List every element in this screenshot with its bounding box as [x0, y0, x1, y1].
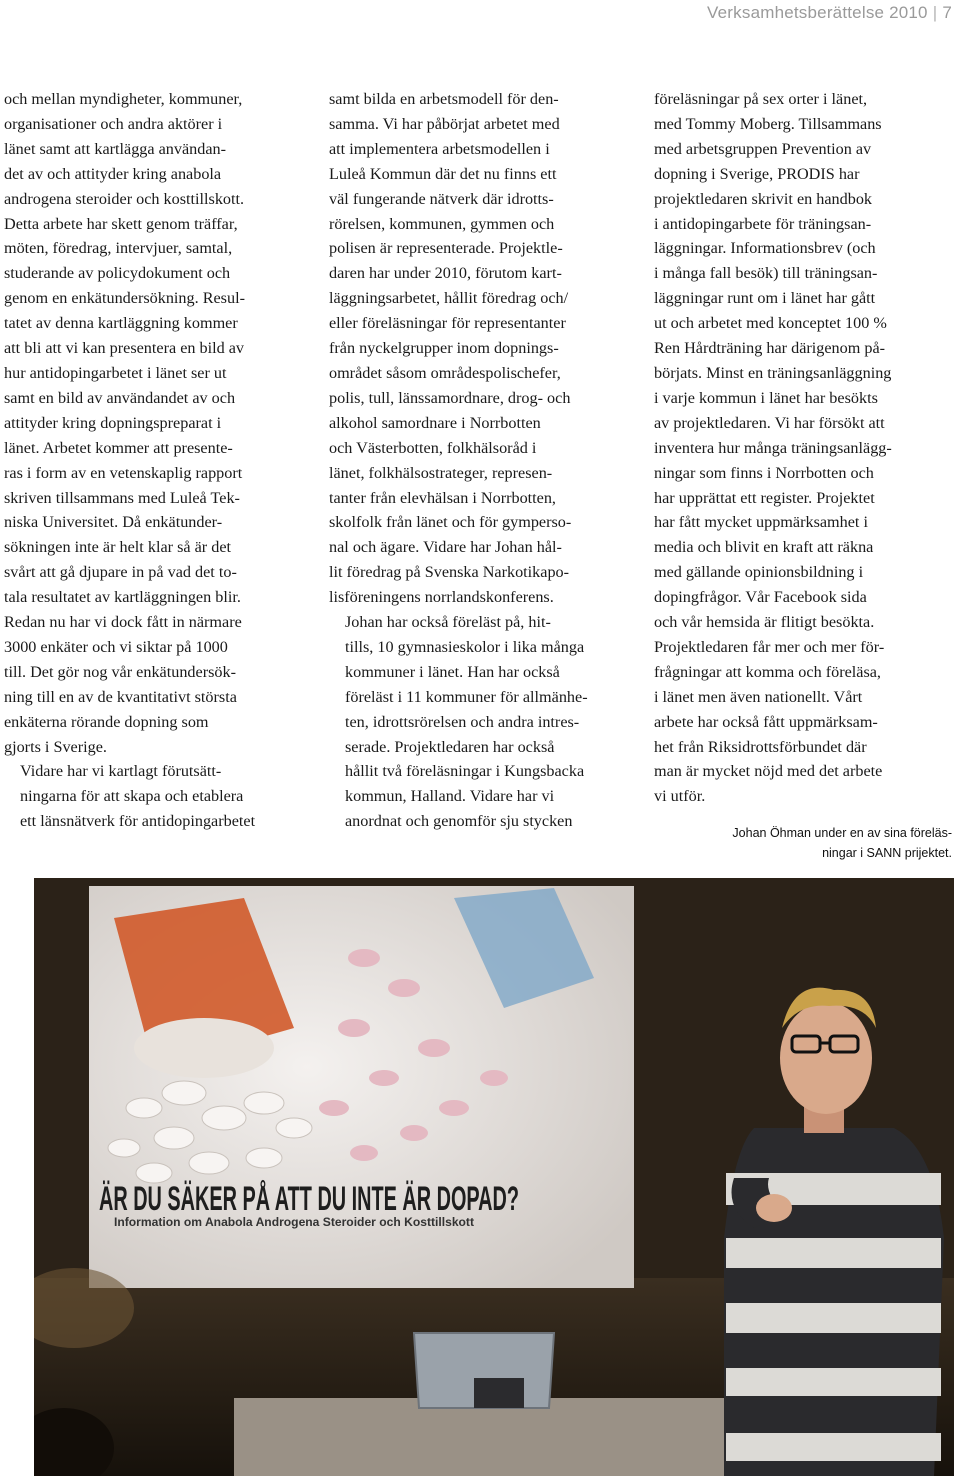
text-column-1 — [4, 87, 310, 834]
photo-caption — [672, 823, 952, 863]
text-line: ning till en av de kvantitativt största — [4, 687, 237, 706]
text-line: media och blivit en kraft att räkna — [654, 538, 874, 557]
running-header — [707, 3, 952, 23]
text-line: man är mycket nöjd med det arbete — [654, 762, 883, 781]
text-line: till. Det gör nog vår enkätundersök- — [4, 662, 236, 681]
text-line: ten, idrottsrörelsen och andra intres- — [345, 712, 580, 731]
paragraph — [654, 87, 960, 809]
text-line: samt en bild av användandet av och — [4, 388, 236, 407]
text-line: Detta arbete har skett genom träffar, — [4, 214, 238, 233]
slide-subtitle: Information om Anabola Androgena Steroider och Kosttillskott — [114, 1215, 474, 1229]
text-line: med gällande opinionsbildning i — [654, 563, 864, 582]
text-line: polisen är representerade. Projektle- — [329, 239, 563, 258]
text-line: Vidare har vi kartlagt förutsätt- — [20, 762, 222, 781]
text-line: hållit två föreläsningar i Kungsbacka — [345, 762, 585, 781]
text-line: tatet av denna kartläggning kommer — [4, 314, 238, 333]
text-line: länet, folkhälsostrateger, represen- — [329, 463, 553, 482]
text-line: svårt att gå djupare in på vad det to- — [4, 563, 237, 582]
text-line: daren har under 2010, förutom kart- — [329, 264, 562, 283]
text-line: genom en enkätundersökning. Resul- — [4, 289, 245, 308]
header-separator: | — [932, 3, 938, 22]
text-line: att implementera arbetsmodellen i — [329, 139, 550, 158]
text-line: läggningsarbetet, hållit föredrag och/ — [329, 289, 569, 308]
paragraph — [329, 87, 635, 610]
text-line: med Tommy Moberg. Tillsammans — [654, 114, 882, 133]
text-line: serade. Projektledaren har också — [345, 737, 555, 756]
text-line: och vår hemsida är flitigt besökta. — [654, 613, 875, 632]
text-line: länet samt att kartlägga användan- — [4, 139, 227, 158]
text-line: 3000 enkäter och vi siktar på 1000 — [4, 637, 228, 656]
text-line: samt bilda en arbetsmodell för den- — [329, 90, 559, 108]
text-line: inventera hur många träningsanlägg- — [654, 438, 892, 457]
paragraph — [4, 759, 310, 834]
text-column-3 — [654, 87, 960, 809]
caption-line: Johan Öhman under en av sina föreläs- — [732, 826, 952, 840]
text-line: tills, 10 gymnasieskolor i lika många — [345, 637, 585, 656]
text-line: området såsom områdespolischefer, — [329, 363, 561, 382]
text-line: Redan nu har vi dock fått in närmare — [4, 613, 242, 632]
text-line: skolfolk från länet och för gymperso- — [329, 513, 572, 532]
text-line: har upprättat ett register. Projektet — [654, 488, 875, 507]
text-line: det av och attityder kring anabola — [4, 164, 222, 183]
text-line: niska Universitet. Då enkätunder- — [4, 513, 223, 532]
text-line: tala resultatet av kartläggningen blir. — [4, 588, 241, 607]
paragraph — [4, 87, 310, 759]
text-line: att bli att vi kan presentera en bild av — [4, 339, 245, 358]
slide-title: ÄR DU SÄKER PÅ ATT DU INTE ÄR DOPAD? — [99, 1180, 519, 1218]
table — [234, 1398, 754, 1476]
text-line: läggningar runt om i länet har gått — [654, 289, 876, 308]
page-number: 7 — [942, 3, 952, 22]
text-column-2 — [329, 87, 635, 834]
text-line: med arbetsgruppen Prevention av — [654, 139, 872, 158]
text-line: väl fungerande nätverk där idrotts- — [329, 189, 554, 208]
text-line: i varje kommun i länet har besökts — [654, 388, 878, 407]
text-line: Johan har också föreläst på, hit- — [345, 613, 551, 632]
text-line: ut och arbetet med konceptet 100 % — [654, 314, 887, 333]
lecture-photo — [34, 878, 954, 1476]
text-line: föreläsningar på sex orter i länet, — [654, 90, 868, 108]
text-line: lit föredrag på Svenska Narkotikapo- — [329, 563, 570, 582]
text-line: och mellan myndigheter, kommuner, — [4, 90, 243, 108]
text-line: organisationer och andra aktörer i — [4, 114, 223, 133]
text-line: nal och ägare. Vidare har Johan hål- — [329, 538, 562, 557]
text-line: kommun, Halland. Vidare har vi — [345, 787, 555, 806]
text-line: Luleå Kommun där det nu finns ett — [329, 164, 557, 183]
text-line: anordnat och genomför sju stycken — [345, 812, 573, 831]
text-line: androgena steroider och kosttillskott. — [4, 189, 245, 208]
text-line: har fått mycket uppmärksamhet i — [654, 513, 868, 532]
text-line: attityder kring dopningspreparat i — [4, 413, 222, 432]
text-line: dopingfrågor. Vår Facebook sida — [654, 588, 867, 607]
text-line: i länet men även nationellt. Vårt — [654, 687, 863, 706]
text-line: i antidopingarbete för träningsan- — [654, 214, 872, 233]
text-line: tanter från elevhälsan i Norrbotten, — [329, 488, 556, 507]
text-line: börjats. Minst en träningsanläggning — [654, 363, 892, 382]
text-line: av projektledaren. Vi har försökt att — [654, 413, 885, 432]
text-line: arbete har också fått uppmärksam- — [654, 712, 878, 731]
text-line: frågningar att komma och föreläsa, — [654, 662, 881, 681]
text-line: hur antidopingarbetet i länet ser ut — [4, 363, 227, 382]
text-line: ett länsnätverk för antidopingarbetet — [20, 812, 256, 831]
text-line: möten, föredrag, intervjuer, samtal, — [4, 239, 233, 258]
text-line: ningarna för att skapa och etablera — [20, 787, 244, 806]
text-line: eller föreläsningar för representanter — [329, 314, 566, 333]
text-line: i många fall besök) till träningsan- — [654, 264, 878, 283]
text-line: vi utför. — [654, 787, 706, 806]
text-line: skriven tillsammans med Luleå Tek- — [4, 488, 240, 507]
text-line: projektledaren skrivit en handbok — [654, 189, 873, 208]
text-line: gjorts i Sverige. — [4, 737, 107, 756]
text-line: och Västerbotten, folkhälsoråd i — [329, 438, 537, 457]
text-line: föreläst i 11 kommuner för allmänhe- — [345, 687, 588, 706]
text-line: från nyckelgrupper inom dopnings- — [329, 339, 559, 358]
text-line: enkäterna rörande dopning som — [4, 712, 209, 731]
text-line: länet. Arbetet kommer att presente- — [4, 438, 233, 457]
text-line: dopning i Sverige, PRODIS har — [654, 164, 860, 183]
lecture-photo-illustration — [34, 878, 954, 1476]
text-line: Projektledaren får mer och mer för- — [654, 637, 885, 656]
text-line: Ren Hårdträning har därigenom på- — [654, 339, 886, 358]
text-line: läggningar. Informationsbrev (och — [654, 239, 876, 258]
text-line: ras i form av en vetenskaplig rapport — [4, 463, 243, 482]
text-line: rörelsen, kommunen, gymmen och — [329, 214, 555, 233]
caption-line: ningar i SANN prijektet. — [822, 846, 952, 860]
text-line: lisföreningens norrlandskonferens. — [329, 588, 554, 607]
text-line: ningar som finns i Norrbotten och — [654, 463, 874, 482]
text-line: alkohol samordnare i Norrbotten — [329, 413, 541, 432]
text-line: het från Riksidrottsförbundet där — [654, 737, 867, 756]
header-title: Verksamhetsberättelse 2010 — [707, 3, 928, 22]
paragraph — [329, 610, 635, 834]
text-line: kommuner i länet. Han har också — [345, 662, 560, 681]
text-line: sökningen inte är helt klar så är det — [4, 538, 231, 557]
text-line: studerande av policydokument och — [4, 264, 231, 283]
text-line: polis, tull, länssamordnare, drog- och — [329, 388, 571, 407]
text-line: samma. Vi har påbörjat arbetet med — [329, 114, 560, 133]
